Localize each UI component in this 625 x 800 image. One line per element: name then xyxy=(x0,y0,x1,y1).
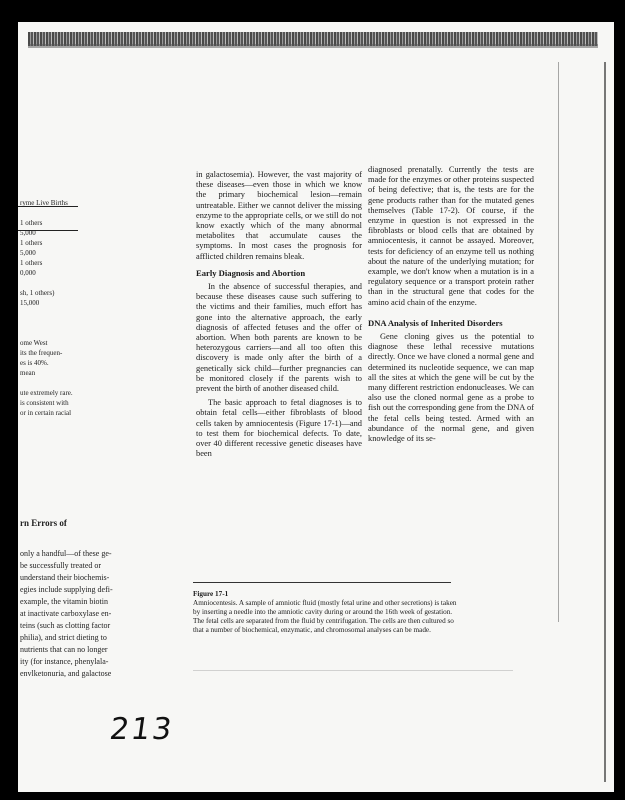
left-fragment-line: ute extremely rare. xyxy=(20,389,73,397)
text-column-1 xyxy=(196,170,362,459)
left-fragment-line: 5,000 xyxy=(20,249,36,257)
figure-caption xyxy=(193,590,458,635)
left-fragment-line: 1 others xyxy=(20,259,43,267)
left-fragment-line xyxy=(20,318,73,328)
left-fragment-line: sh, 1 others) xyxy=(20,289,55,297)
section-heading: Early Diagnosis and Abortion xyxy=(196,267,306,278)
left-fragment-line xyxy=(20,308,73,318)
text-column-2 xyxy=(368,165,534,444)
left-page-fragment xyxy=(18,182,130,678)
scan-right-edge xyxy=(604,62,606,782)
left-fragment-line: ome West xyxy=(20,339,48,347)
left-fragment-para-line: understand their biochemis- xyxy=(20,573,110,582)
scan-top-shadow xyxy=(28,44,598,48)
left-fragment-para-line: philia), and strict dieting to xyxy=(20,633,107,642)
left-fragment-para-line: envlketonuria, and galactose xyxy=(20,669,112,678)
section-heading: DNA Analysis of Inherited Disorders xyxy=(368,317,503,328)
paragraph: in galactosemia). However, the vast majority of these diseases—even those in which we know the primary biochemical lesion—remain untreatable. Either we cannot deliver the missing enzyme to the appropriate cells, or we still do not know exactly which of the many abnormal metabolites that accumulate causes the symptoms. In most cases the prognosis for afflicted children remains bleak. xyxy=(196,170,362,261)
left-fragment-para-line: teins (such as clotting factor xyxy=(20,621,111,630)
left-fragment-para-line: example, the vitamin biotin xyxy=(20,597,108,606)
left-fragment-para-line: ity (for instance, phenylala- xyxy=(20,657,109,666)
left-fragment-line: mean xyxy=(20,369,36,377)
left-fragment-line: 15,000 xyxy=(20,299,40,307)
paragraph: diagnosed prenatally. Currently the tests are made for the enzymes or other proteins suspected of being defective; that is, the tests are for the gene products rather than for the mutated genes themselves (Table 17-2). Of course, if the enzyme in question is not expressed in the fibroblasts or blood cells that are obtained by amniocentesis, it cannot be assayed. Moreover, tests for deficiency of an enzyme tell us nothing about the nature of the underlying mutation; for example, we don't know when a mutation is in a regulatory sequence or a transport protein rather than in the structural gene that codes for the amino acid chain of the enzyme. xyxy=(368,165,534,307)
left-fragment-para-line: be successfully treated or xyxy=(20,561,102,570)
figure-rule xyxy=(193,582,451,583)
left-fragment-para-line: egies include supplying defi- xyxy=(20,585,113,594)
left-fragment-line xyxy=(20,278,73,288)
paragraph: The basic approach to fetal diagnoses is to obtain fetal cells—either fibroblasts of blood cells taken by amniocentesis (Figure 17-1)—and to test them for biochemical defects. To date, over 40 different recessive genetic diseases have been xyxy=(196,398,362,459)
figure-label: Figure 17-1 xyxy=(193,590,229,598)
left-fragment-line: its the frequen- xyxy=(20,349,63,357)
left-fragment-line: 1 others xyxy=(20,239,43,247)
left-fragment-line: es is 40%. xyxy=(20,359,49,367)
paragraph: In the absence of successful therapies, and because these diseases cause such suffering to the victims and their families, much effort has gone into the alternative approach, the early diagnosis of affected fetuses and the offer of abortion. When both parents are known to be heterozygous carriers—and all too often this discovery is made only after the birth of a genetically sick child—further pregnancies can be monitored closely if the parents wish to prevent the birth of another diseased child. xyxy=(196,282,362,394)
left-fragment-line xyxy=(20,378,73,388)
left-fragment-heading: rn Errors of xyxy=(20,518,67,528)
handwritten-page-number: 213 xyxy=(107,712,176,747)
figure-caption-text: Amniocentesis. A sample of amniotic fluid (mostly fetal urine and other secretions) is taken by inserting a needle into the amniotic cavity during or around the 16th week of gestation. The fetal cells are separated from the fluid by centrifugation. The cells are then cultured so that a number of biochemical, enzymatic, and chromosomal analyses can be made. xyxy=(193,599,457,634)
left-fragment-line xyxy=(20,328,73,338)
left-fragment-line: is consistent with xyxy=(20,399,69,407)
left-fragment-lines xyxy=(20,198,73,418)
page-fold-line xyxy=(558,62,559,622)
scanned-page xyxy=(18,22,614,792)
left-fragment-line: 1 others xyxy=(20,219,43,227)
paragraph: Gene cloning gives us the potential to diagnose these lethal recessive mutations directly. Once we have cloned a normal gene and determined its nucleotide sequence, we can map all the sites at which the gene will be cut by the many different restriction endonucleases. We can also use the cloned normal gene as a probe to fish out the corresponding gene from the DNA of the fetal cells being tested. Armed with an abundance of the normal gene, and given knowledge of its se- xyxy=(368,332,534,444)
left-fragment-line: ryme Live Births xyxy=(20,199,68,207)
left-fragment-para-line: only a handful—of these ge- xyxy=(20,549,112,558)
left-fragment-line: or in certain racial xyxy=(20,409,72,417)
left-fragment-line: 0,000 xyxy=(20,269,36,277)
left-fragment-paragraph xyxy=(20,548,130,680)
faint-rule xyxy=(193,670,513,671)
left-fragment-para-line: nutrients that can no longer xyxy=(20,645,108,654)
left-fragment-line xyxy=(20,208,73,218)
left-fragment-line: 5,000 xyxy=(20,229,36,237)
left-fragment-para-line: at inactivate carboxylase en- xyxy=(20,609,112,618)
